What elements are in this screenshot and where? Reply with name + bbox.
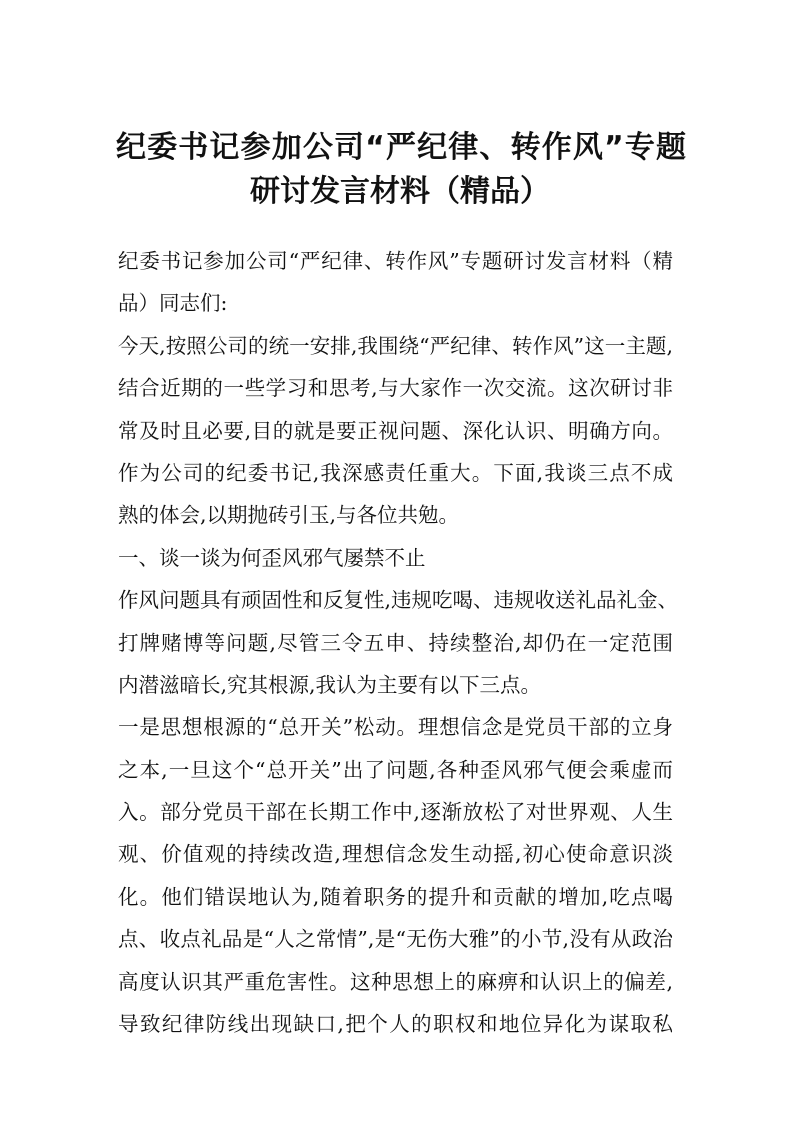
document-title-line-2: 研讨发言材料（精品）	[250, 174, 550, 209]
body-text-line: 打牌赌博等问题,尽管三令五申、持续整治,却仍在一定范围	[118, 630, 673, 655]
body-text-line: 纪委书记参加公司“严纪律、转作风”专题研讨发言材料（精	[118, 249, 673, 273]
body-text-line: 结合近期的一些学习和思考,与大家作一次交流。这次研讨非	[118, 376, 673, 401]
body-text-line: 之本,一旦这个“总开关”出了问题,各种歪风邪气便会乘虚而	[118, 757, 673, 782]
document-title-line-1: 纪委书记参加公司“严纪律、转作风”专题	[116, 130, 686, 165]
body-text-line: 点、收点礼品是“人之常情”,是“无伤大雅”的小节,没有从政治	[118, 927, 673, 952]
body-text-line: 一是思想根源的“总开关”松动。理想信念是党员干部的立身	[118, 715, 673, 740]
body-text-line: 高度认识其严重危害性。这种思想上的麻痹和认识上的偏差,	[118, 969, 673, 994]
body-text-line: 入。部分党员干部在长期工作中,逐渐放松了对世界观、人生	[118, 800, 673, 825]
body-text-line: 化。他们错误地认为,随着职务的提升和贡献的增加,吃点喝	[118, 884, 673, 909]
body-text-line: 今天,按照公司的统一安排,我围绕“严纪律、转作风”这一主题,	[118, 333, 673, 358]
document-body	[118, 240, 679, 1045]
body-text-line: 常及时且必要,目的就是要正视问题、深化认识、明确方向。	[118, 418, 673, 443]
body-text-line: 观、价值观的持续改造,理想信念发生动摇,初心使命意识淡	[118, 842, 673, 867]
body-text-line: 内潜滋暗长,究其根源,我认为主要有以下三点。	[118, 672, 542, 697]
body-text-line: 作为公司的纪委书记,我深感责任重大。下面,我谈三点不成	[118, 460, 673, 485]
body-text-line: 一、谈一谈为何歪风邪气屡禁不止	[118, 545, 426, 570]
body-text-line: 品）同志们:	[118, 291, 228, 316]
body-text-line: 导致纪律防线出现缺口,把个人的职权和地位异化为谋取私	[118, 1012, 673, 1037]
body-text-line: 作风问题具有顽固性和反复性,违规吃喝、违规收送礼品礼金、	[118, 588, 679, 613]
body-text-line: 熟的体会,以期抛砖引玉,与各位共勉。	[118, 503, 460, 528]
